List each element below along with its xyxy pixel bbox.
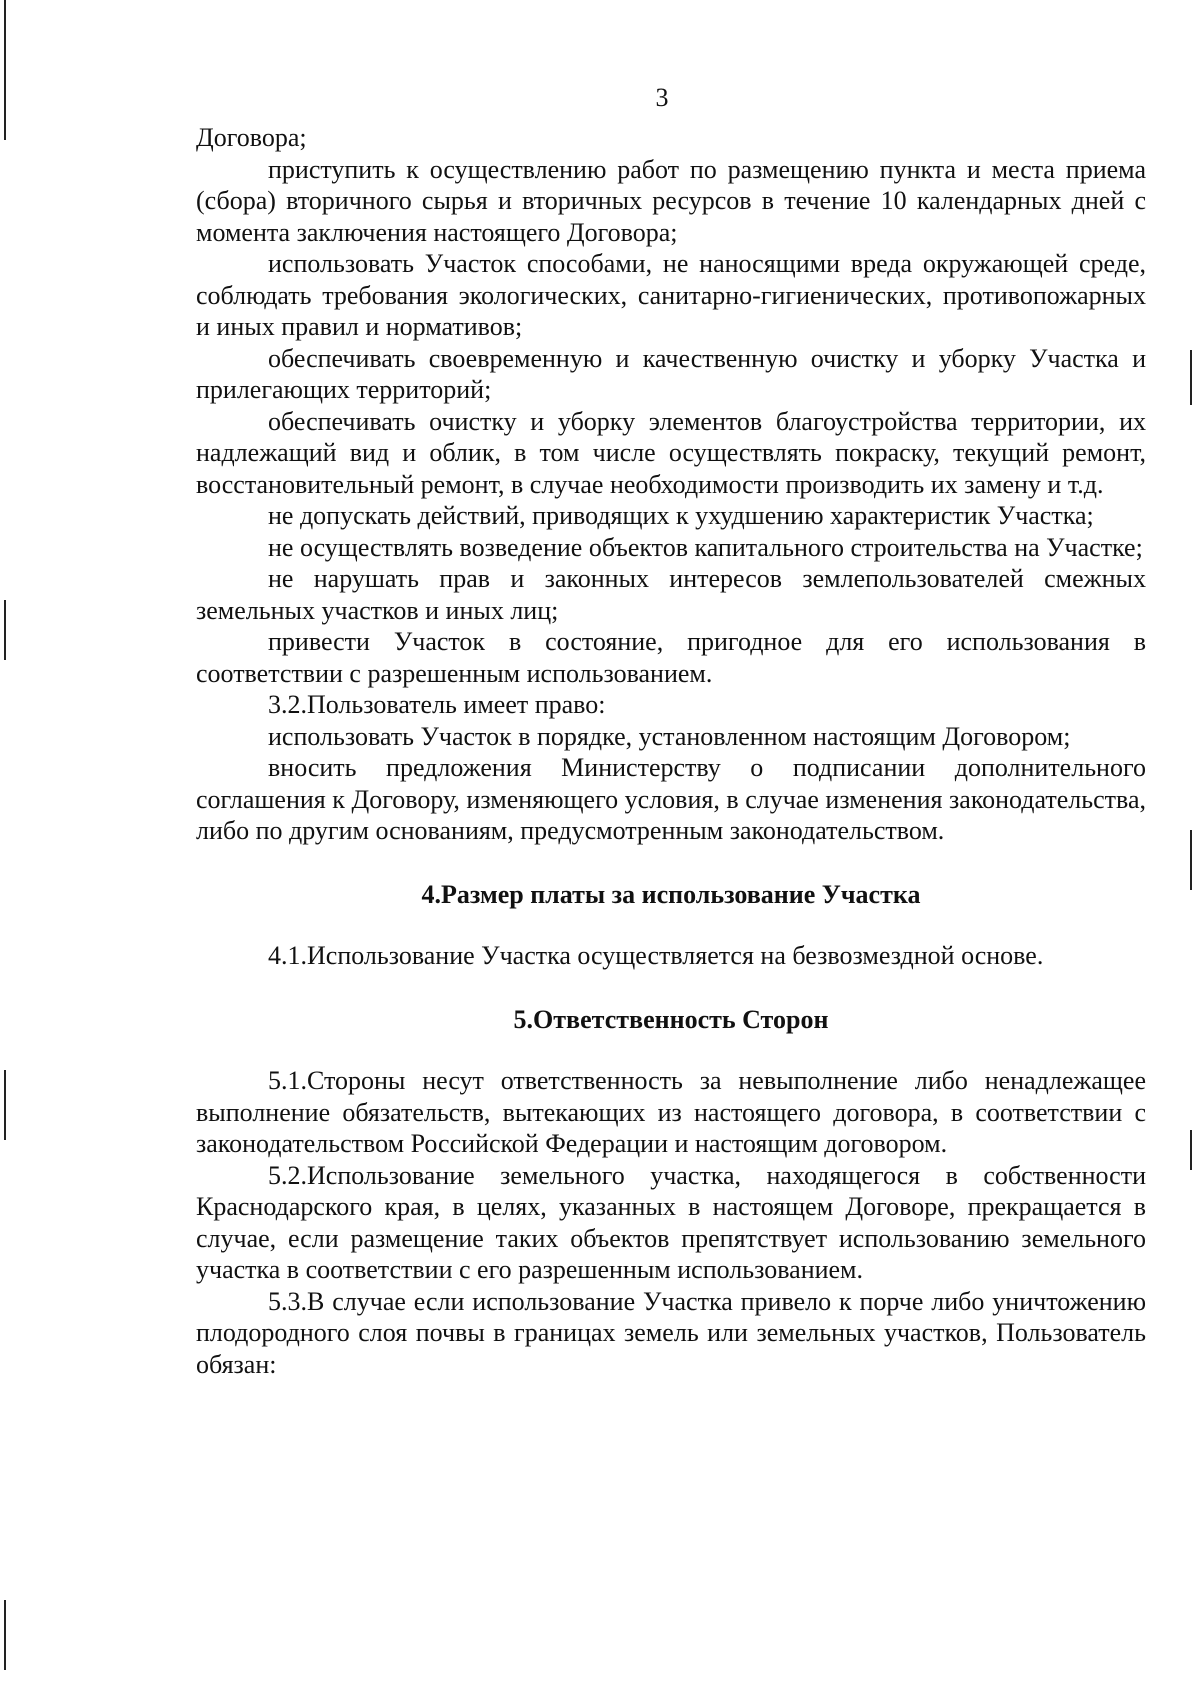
section-5-title: 5.Ответственность Сторон (513, 1004, 829, 1034)
spacer (196, 972, 1146, 1004)
scan-edge-mark (4, 1070, 6, 1140)
scan-edge-mark (4, 0, 6, 140)
duty-item: обеспечивать очистку и уборку элементов благоустройства территории, их надлежащий вид и облик, в том числе осуществлять покраску, текущий ремонт, восстановительный ремонт, в случае необходимости производить их замену и т.д. (196, 406, 1146, 499)
duty-item: приступить к осуществлению работ по размещению пункта и места приема (сбора) вторичного сырья и вторичных ресурсов в течение 10 календарных дней с момента заключения настоящего Договора; (196, 154, 1146, 247)
page-number: 3 (655, 83, 669, 112)
scan-edge-mark (4, 600, 6, 660)
clause-4-1: 4.1.Использование Участка осуществляется на безвозмездной основе. (268, 941, 1044, 970)
spacer (196, 910, 1146, 940)
clause-5-2: 5.2.Использование земельного участка, находящегося в собственности Краснодарского края, в целях, указанных в настоящем Договоре, прекращается в случае, если размещение таких объектов препятствует использованию земельного участка в соответствии с его разрешенным использованием. (196, 1160, 1146, 1284)
scan-edge-mark (1190, 1130, 1192, 1170)
clause-3-2: 3.2.Пользователь имеет право: (268, 690, 606, 719)
right-item: вносить предложения Министерству о подписании дополнительного соглашения к Договору, изменяющего условия, в случае изменения законодательства, либо по другим основаниям, предусмотренным законодательством. (196, 753, 1146, 845)
duty-item: привести Участок в состояние, пригодное для его использования в соответствии с разрешенным использованием. (196, 627, 1146, 688)
section-4-title: 4.Размер платы за использование Участка (421, 879, 921, 909)
duty-item: использовать Участок способами, не наносящими вреда окружающей среде, соблюдать требования экологических, санитарно-гигиенических, противопожарных и иных правил и нормативов; (196, 249, 1146, 341)
scan-edge-mark (1190, 350, 1192, 405)
right-item: использовать Участок в порядке, установленном настоящим Договором; (268, 721, 1071, 751)
scan-edge-mark (4, 1600, 6, 1670)
spacer (196, 1035, 1146, 1065)
duty-item: не осуществлять возведение объектов капитального строительства на Участке; (268, 532, 1143, 562)
clause-5-1: 5.1.Стороны несут ответственность за невыполнение либо ненадлежащее выполнение обязательств, вытекающих из настоящего договора, в соответствии с законодательством Российской Федерации и настоящим договором. (196, 1066, 1146, 1158)
duty-item: обеспечивать своевременную и качественную очистку и уборку Участка и прилегающих территорий; (196, 343, 1146, 404)
clause-5-3: 5.3.В случае если использование Участка привело к порче либо уничтожению плодородного слоя почвы в границах земель или земельных участков, Пользователь обязан: (196, 1286, 1146, 1379)
document-body (196, 122, 1146, 1380)
duty-item: не нарушать прав и законных интересов землепользователей смежных земельных участков и иных лиц; (196, 564, 1146, 625)
lead-fragment: Договора; (196, 123, 307, 152)
duty-item: не допускать действий, приводящих к ухудшению характеристик Участка; (268, 501, 1094, 530)
scan-edge-mark (1190, 830, 1192, 890)
spacer (196, 847, 1146, 879)
